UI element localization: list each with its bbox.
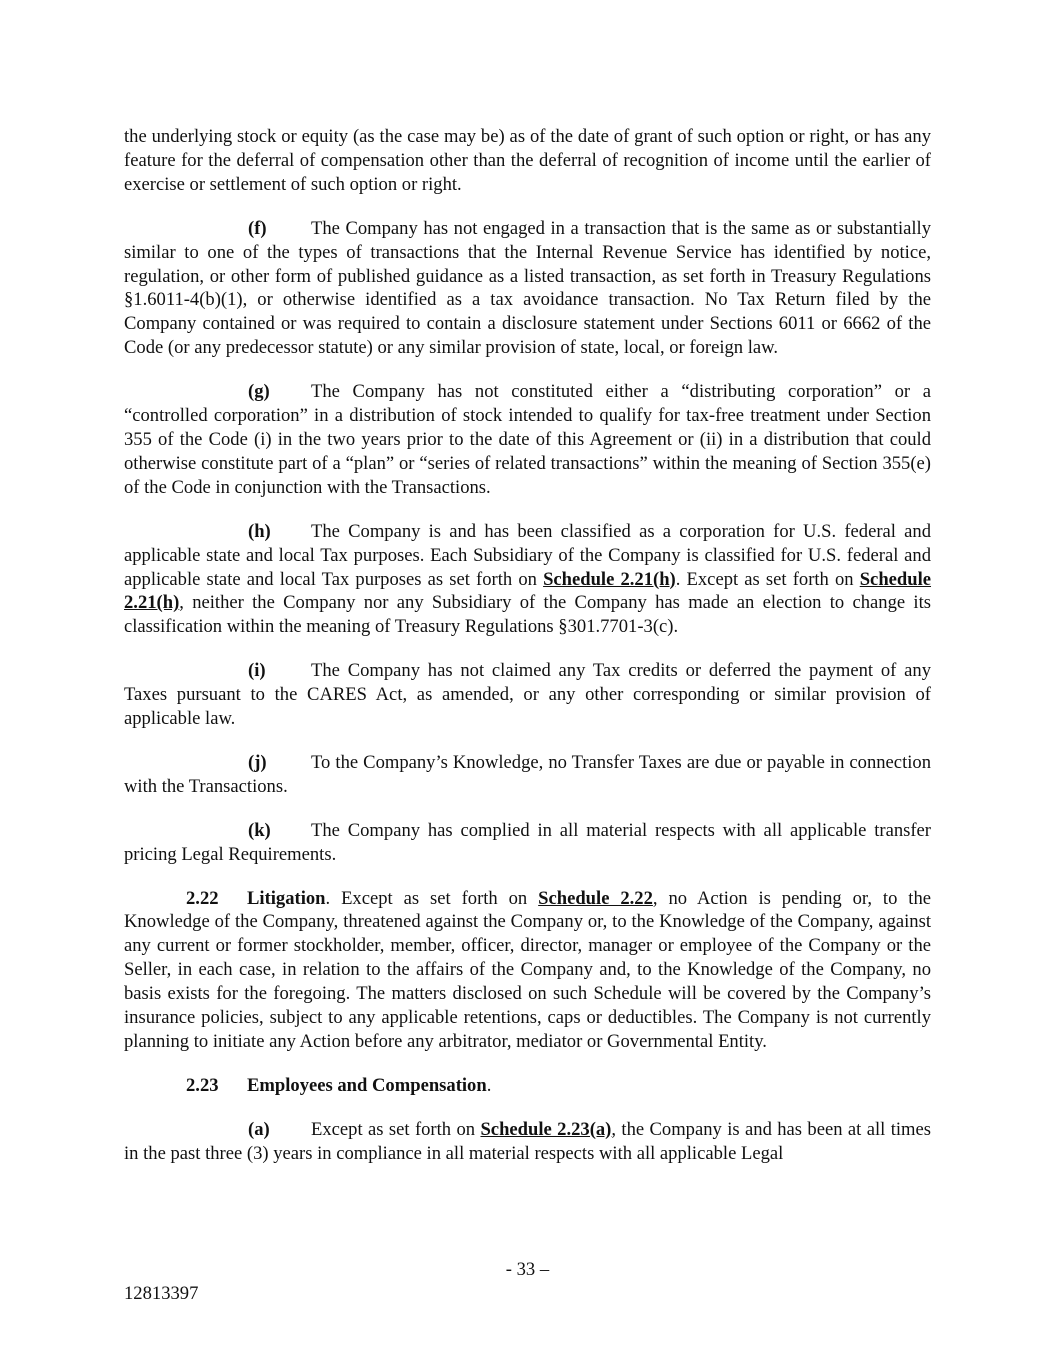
section-2-22-heading: Litigation: [247, 887, 326, 909]
paragraph-h-text-2: . Except as set forth on: [675, 568, 860, 590]
section-2-22-text-1: . Except as set forth on: [325, 887, 539, 909]
carryover-paragraph: the underlying stock or equity (as the case may be) as of the date of grant of such option or right, or has any feature for the deferral of compensation other than the deferral of recognition of income until the earlier of exercise or settlement of such option or right.: [124, 126, 931, 195]
paragraph-k: [124, 819, 931, 867]
paragraph-g-text: The Company has not constituted either a “distributing corporation” or a “controlled corporation” in a distribution of stock intended to qualify for tax-free treatment under Section 355 of the Code (i) in the two years prior to the date of this Agreement or (ii) in a distribution that could otherwise constitute part of a “plan” or “series of related transactions” within the meaning of Section 355(e) of the Code in conjunction with the Transactions.: [124, 381, 931, 498]
paragraph-h-label: (h): [248, 520, 271, 542]
paragraph-f-label: (f): [248, 217, 267, 239]
section-2-22-number: 2.22: [186, 887, 219, 909]
paragraph-g-label: (g): [248, 381, 270, 403]
paragraph-k-label: (k): [248, 819, 271, 841]
schedule-2-21-h-reference: Schedule 2.21(h): [543, 568, 676, 590]
paragraph-h-text-3: , neither the Company nor any Subsidiary of the Company has made an election to change its classification within the meaning of Treasury Regulations §301.7701-3(c).: [124, 592, 931, 638]
paragraph-2-23-a-text-1: Except as set forth on: [311, 1118, 481, 1140]
paragraph-g: [124, 380, 931, 500]
paragraph-2-23-a-label: (a): [248, 1118, 270, 1140]
paragraph-h-text-1: The Company is and has been classified as a corporation for U.S. federal and applicable state and local Tax purposes. Each Subsidiary of the Company is classified for U.S. federal and applicable state and local Tax purposes as set forth on: [124, 520, 931, 590]
paragraph-j-label: (j): [248, 751, 267, 773]
paragraph-j: [124, 751, 931, 799]
section-2-23-heading: Employees and Compensation: [247, 1074, 487, 1096]
document-id: 12813397: [124, 1283, 199, 1304]
paragraph-i: [124, 659, 931, 731]
schedule-2-21-h-reference-2: Schedule 2.21(h): [124, 568, 932, 614]
section-2-23: [124, 1074, 931, 1098]
paragraph-2-23-a: [124, 1118, 931, 1166]
page-body: [124, 125, 931, 1166]
schedule-2-23-a-reference: Schedule 2.23(a): [480, 1118, 612, 1140]
paragraph-k-text: The Company has complied in all material respects with all applicable transfer pricing Legal Requirements.: [124, 819, 931, 865]
section-2-22-text-2: , no Action is pending or, to the Knowledge of the Company, threatened against the Company or, to the Knowledge of the Company, against any current or former stockholder, member, officer, director, manager or employee of the Company or the Seller, in each case, in relation to the affairs of the Company and, to the Knowledge of the Company, no basis exists for the foregoing. The matters disclosed on such Schedule will be covered by the Company’s insurance policies, subject to any applicable retentions, caps or deductibles. The Company is not currently planning to initiate any Action before any arbitrator, mediator or Governmental Entity.: [124, 887, 931, 1052]
page-number: - 33 –: [505, 1259, 550, 1280]
paragraph-i-label: (i): [248, 660, 266, 682]
paragraph-f-text: The Company has not engaged in a transaction that is the same as or substantially similar to one of the types of transactions that the Internal Revenue Service has identified by notice, regulation, or other form of published guidance as a listed transaction, as set forth in Treasury Regulations §1.6011-4(b)(1), or otherwise identified as a tax avoidance transaction. No Tax Return filed by the Company contained or was required to contain a disclosure statement under Sections 6011 or 6662 of the Code (or any predecessor statute) or any similar provision of state, local, or foreign law.: [124, 217, 931, 359]
section-2-23-trail: .: [486, 1074, 492, 1096]
section-2-22: [124, 887, 931, 1054]
paragraph-f: [124, 217, 931, 360]
schedule-2-22-reference: Schedule 2.22: [538, 887, 653, 909]
paragraph-2-23-a-text-2: , the Company is and has been at all times in the past three (3) years in compliance in all material respects with all applicable Legal: [124, 1118, 931, 1164]
paragraph-i-text: The Company has not claimed any Tax credits or deferred the payment of any Taxes pursuant to the CARES Act, as amended, or any other corresponding or similar provision of applicable law.: [124, 660, 931, 730]
paragraph-h: [124, 520, 931, 640]
section-2-23-number: 2.23: [186, 1074, 219, 1096]
paragraph-j-text: To the Company’s Knowledge, no Transfer Taxes are due or payable in connection with the Transactions.: [124, 751, 931, 797]
